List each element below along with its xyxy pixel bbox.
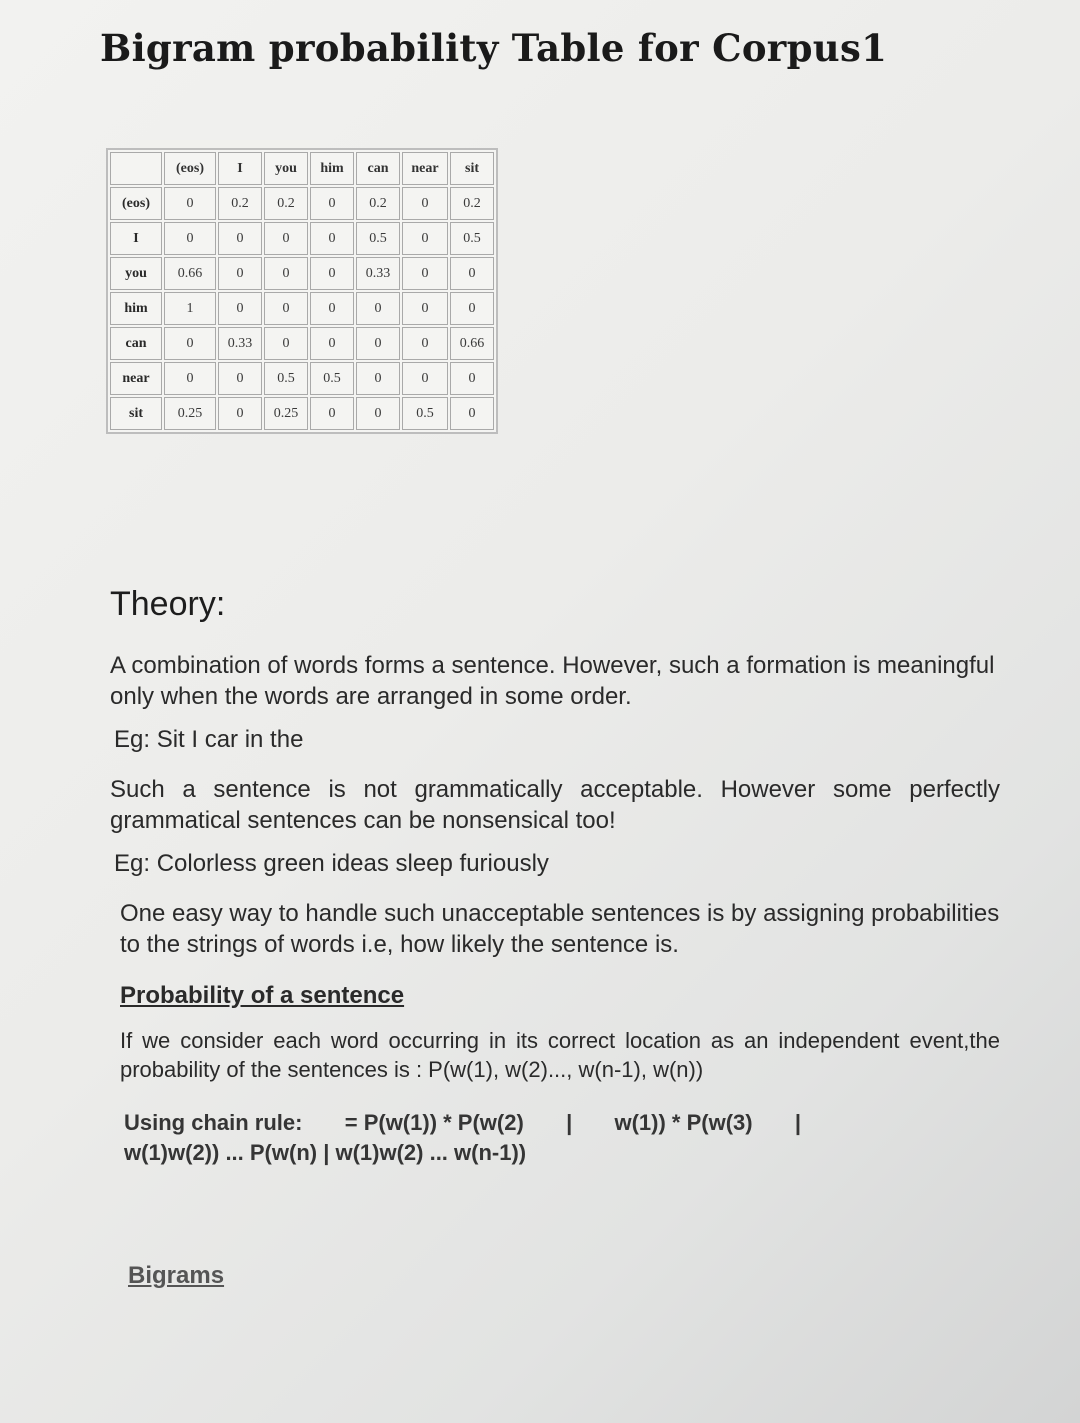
row-header: him — [110, 292, 162, 325]
table-cell: 0 — [218, 222, 262, 255]
row-header: I — [110, 222, 162, 255]
bigrams-link[interactable]: Bigrams — [128, 1262, 225, 1289]
theory-heading: Theory: — [110, 585, 226, 623]
table-cell: 0 — [356, 292, 400, 325]
column-header: (eos) — [164, 152, 216, 185]
table-cell: 0.25 — [164, 397, 216, 430]
table-cell: 0 — [356, 397, 400, 430]
chain-rule-part2: w(1)) * P(w(3) — [614, 1110, 753, 1135]
table-cell: 0 — [402, 257, 448, 290]
table-cell: 0 — [402, 187, 448, 220]
table-cell: 0.2 — [218, 187, 262, 220]
table-cell: 0 — [356, 327, 400, 360]
table-cell: 0 — [450, 362, 494, 395]
table-cell: 0 — [310, 222, 354, 255]
table-cell: 0 — [402, 362, 448, 395]
table-cell: 0 — [450, 397, 494, 430]
column-header: can — [356, 152, 400, 185]
column-header: him — [310, 152, 354, 185]
table-cell: 0.25 — [264, 397, 308, 430]
bigram-table — [106, 148, 498, 434]
table-cell: 0 — [264, 292, 308, 325]
table-cell: 0.5 — [450, 222, 494, 255]
table-header-row — [110, 152, 494, 185]
table-cell: 0.33 — [356, 257, 400, 290]
table-cell: 0 — [264, 327, 308, 360]
chain-rule-separator: | — [794, 1110, 801, 1135]
row-header: near — [110, 362, 162, 395]
table-cell: 0 — [218, 292, 262, 325]
table-cell: 0 — [402, 292, 448, 325]
example-1: Eg: Sit I car in the — [114, 726, 304, 753]
example-2: Eg: Colorless green ideas sleep furiously — [114, 850, 549, 877]
table-cell: 0 — [310, 397, 354, 430]
table-row — [110, 187, 494, 220]
table-cell: 0 — [356, 362, 400, 395]
table-cell: 0.5 — [310, 362, 354, 395]
table-corner — [110, 152, 162, 185]
table-cell: 0.66 — [450, 327, 494, 360]
row-header: can — [110, 327, 162, 360]
table-cell: 0.5 — [402, 397, 448, 430]
theory-paragraph-4: If we consider each word occurring in its correct location as an independent event,the probability of the sentences is : P(w(1), w(2)..., w(n-1), w(n)) — [120, 1028, 1000, 1082]
chain-rule-line2: w(1)w(2)) ... P(w(n) | w(1)w(2) ... w(n-1)) — [124, 1140, 527, 1165]
row-header: (eos) — [110, 187, 162, 220]
table-cell: 0 — [402, 222, 448, 255]
table-row — [110, 292, 494, 325]
table-cell: 0 — [450, 257, 494, 290]
chain-rule-formula — [124, 1108, 1000, 1168]
theory-paragraph-1: A combination of words forms a sentence. However, such a formation is meaningful only when the words are arranged in some order. — [110, 652, 995, 710]
table-cell: 0 — [402, 327, 448, 360]
table-cell: 0 — [164, 187, 216, 220]
table-cell: 0 — [218, 397, 262, 430]
table-cell: 0 — [310, 257, 354, 290]
chain-rule-separator: | — [566, 1110, 573, 1135]
table-cell: 0 — [264, 257, 308, 290]
table-cell: 0.2 — [356, 187, 400, 220]
column-header: near — [402, 152, 448, 185]
table-cell: 0.5 — [356, 222, 400, 255]
column-header: you — [264, 152, 308, 185]
table-cell: 0.33 — [218, 327, 262, 360]
row-header: you — [110, 257, 162, 290]
chain-rule-part1: = P(w(1)) * P(w(2) — [344, 1110, 524, 1135]
table-cell: 0.2 — [264, 187, 308, 220]
page-title: Bigram probability Table for Corpus1 — [100, 26, 888, 70]
chain-rule-label: Using chain rule: — [124, 1110, 303, 1135]
row-header: sit — [110, 397, 162, 430]
table-cell: 0.2 — [450, 187, 494, 220]
table-row — [110, 327, 494, 360]
table-cell: 0.5 — [264, 362, 308, 395]
table-cell: 0 — [164, 222, 216, 255]
table-row — [110, 397, 494, 430]
table-cell: 0 — [164, 327, 216, 360]
probability-subheading: Probability of a sentence — [120, 982, 405, 1009]
table-cell: 0 — [450, 292, 494, 325]
table-cell: 0 — [264, 222, 308, 255]
table-cell: 0.66 — [164, 257, 216, 290]
column-header: I — [218, 152, 262, 185]
table-cell: 0 — [218, 362, 262, 395]
theory-paragraph-2: Such a sentence is not grammatically acceptable. However some perfectly grammatical sentences can be nonsensical too! — [110, 776, 1000, 834]
table-row — [110, 257, 494, 290]
column-header: sit — [450, 152, 494, 185]
table-cell: 0 — [164, 362, 216, 395]
theory-paragraph-3: One easy way to handle such unacceptable sentences is by assigning probabilities to the strings of words i.e, how likely the sentence is. — [120, 900, 1000, 958]
table-cell: 1 — [164, 292, 216, 325]
table-row — [110, 222, 494, 255]
table-cell: 0 — [310, 187, 354, 220]
bigram-table-container — [106, 148, 498, 434]
table-row — [110, 362, 494, 395]
table-cell: 0 — [218, 257, 262, 290]
theory-section — [110, 585, 1000, 1168]
table-cell: 0 — [310, 327, 354, 360]
table-cell: 0 — [310, 292, 354, 325]
